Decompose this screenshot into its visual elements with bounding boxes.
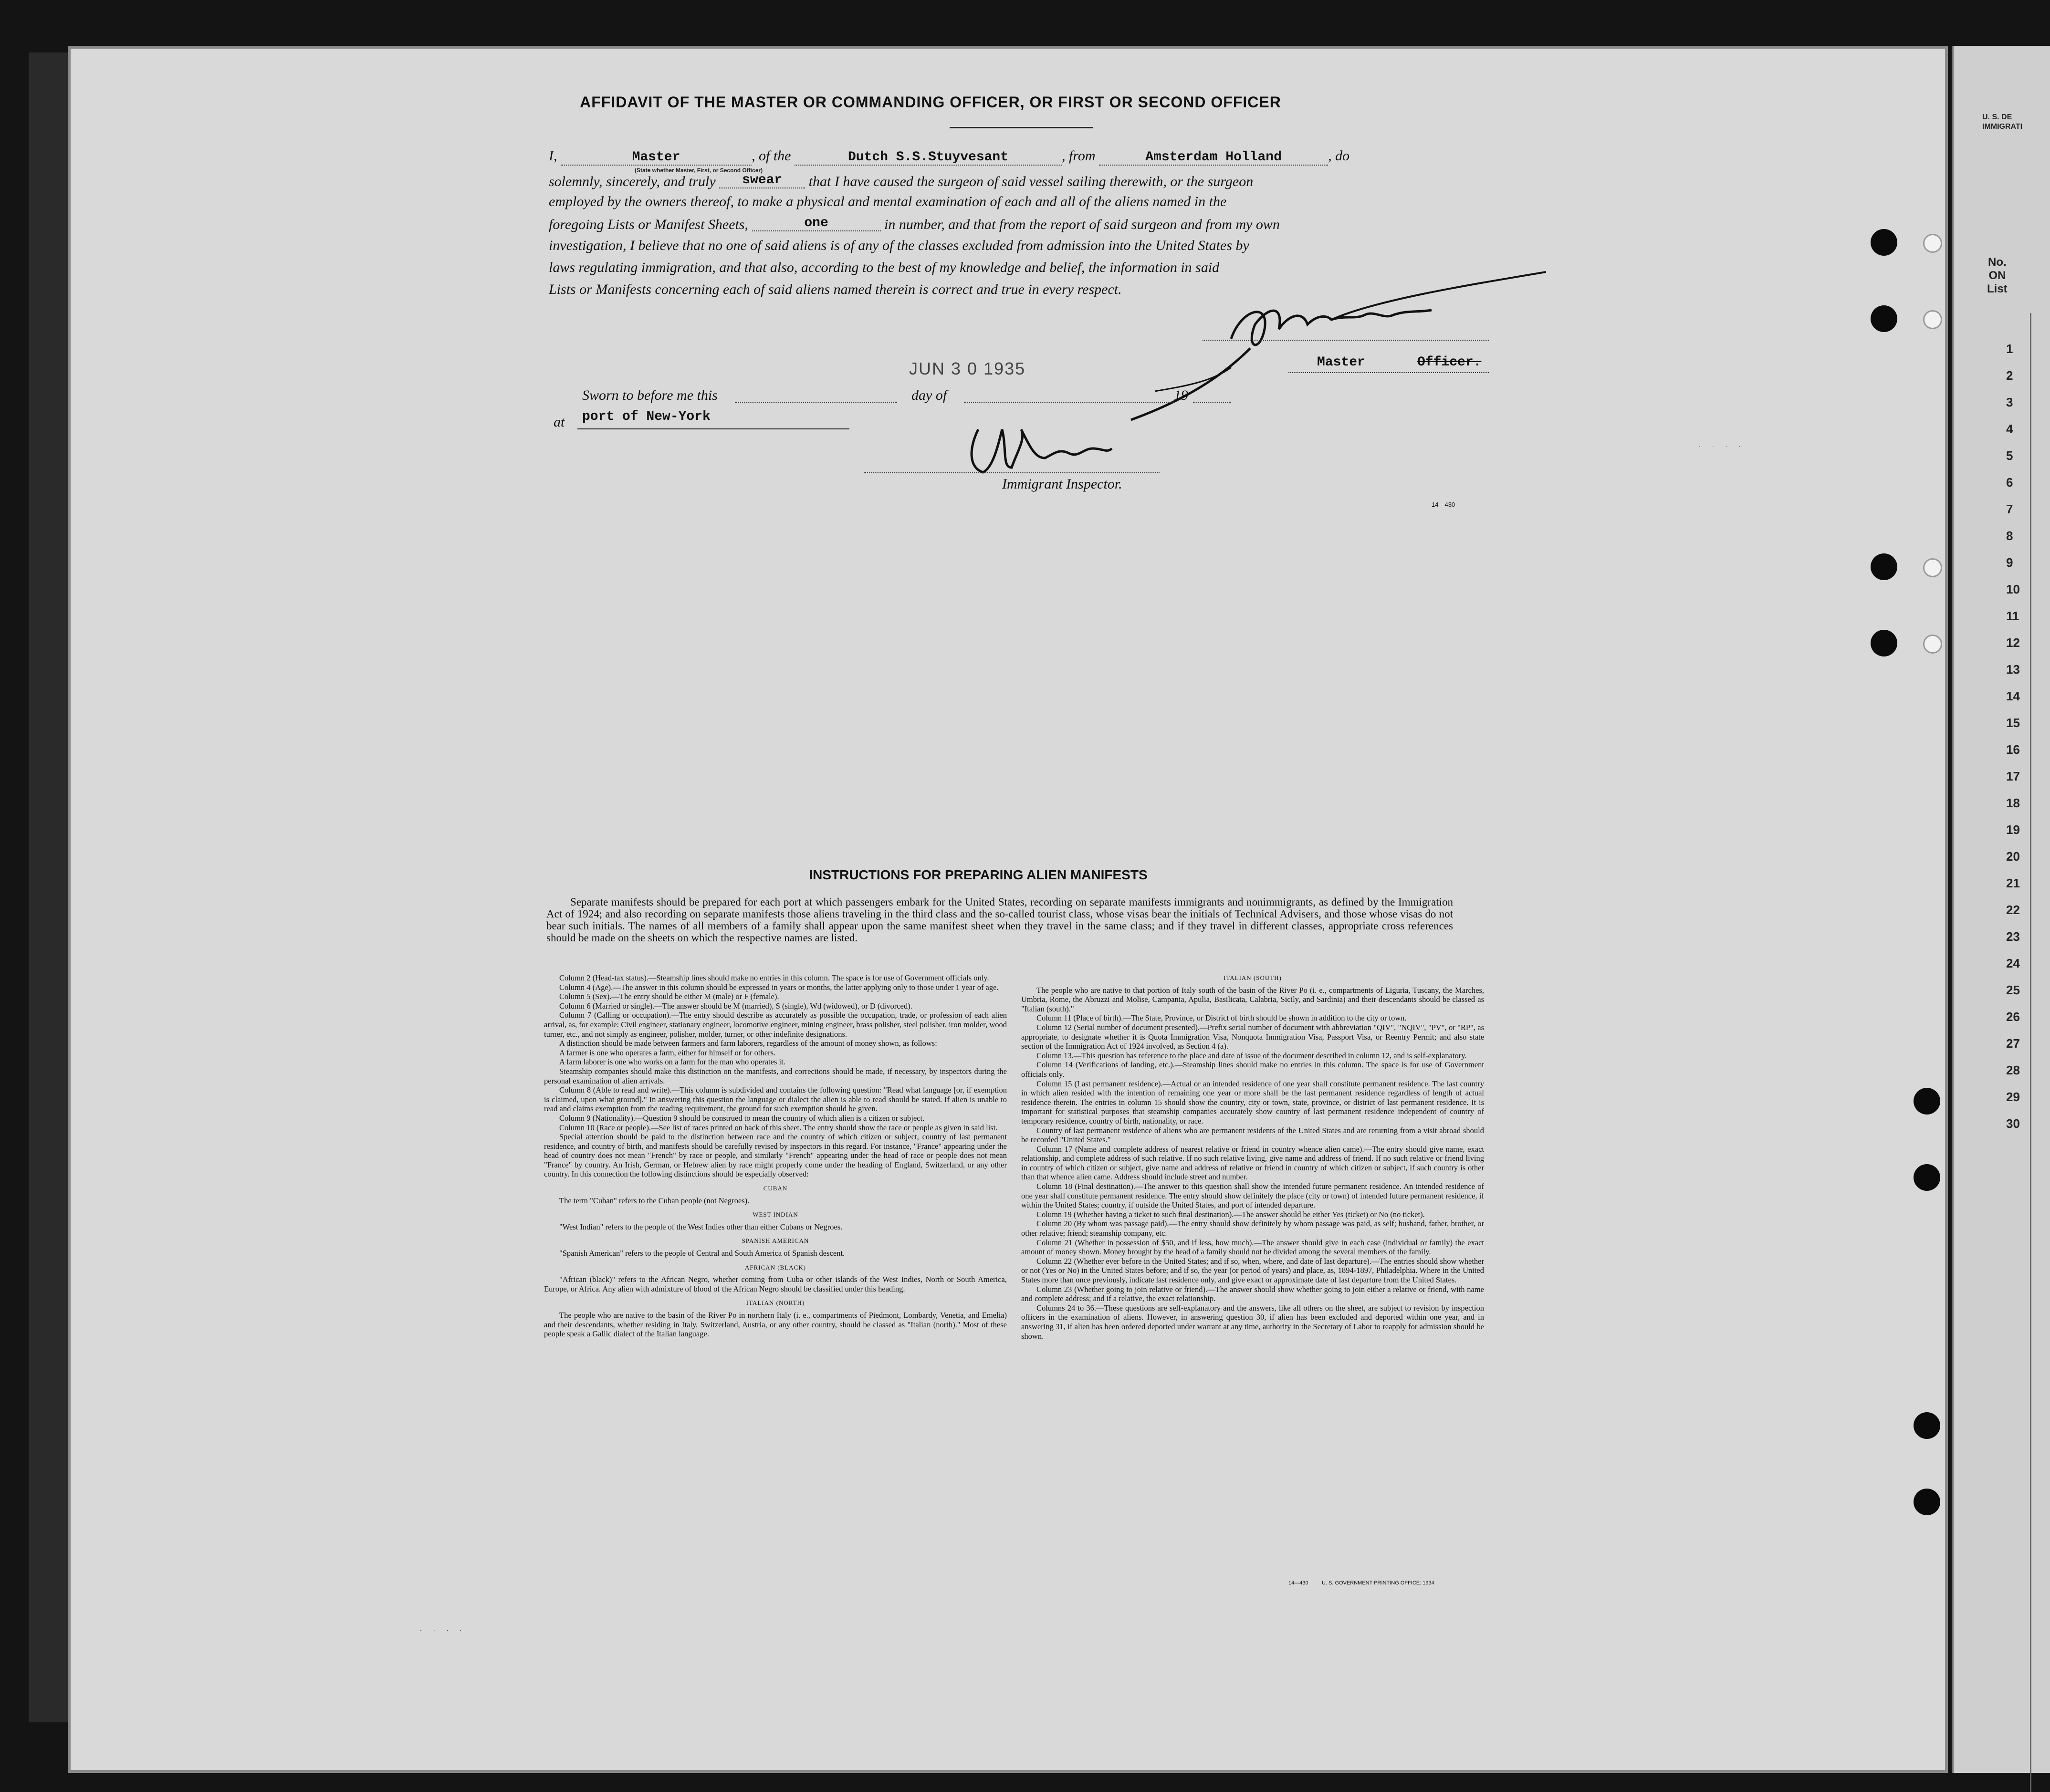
affidavit-line-5: investigation, I believe that no one of said aliens is of any of the classes excluded from admission into the United States by (549, 238, 1249, 253)
binder-hole (1871, 229, 1897, 256)
right-paragraph: Country of last permanent residence of aliens who are permanent residents of the United States and are returning from a visit abroad should be recorded "United States." (1021, 1125, 1484, 1145)
text-i: I, (549, 148, 557, 164)
spanish-american-heading: SPANISH AMERICAN (742, 1237, 809, 1245)
affidavit-line-1 (549, 148, 1484, 166)
instructions-title: INSTRUCTIONS FOR PREPARING ALIEN MANIFESTS (809, 867, 1148, 882)
footer-printer: U. S. GOVERNMENT PRINTING OFFICE: 1934 (1322, 1580, 1434, 1586)
side-row-number: 8 (2006, 529, 2013, 543)
right-paragraph: Column 11 (Place of birth).—The State, Province, or District of birth should be shown in addition to the city or town. (1036, 1013, 1407, 1023)
affidavit-line-2 (549, 173, 1484, 190)
left-paragraph: A farm laborer is one who works on a farm for the man who operates it. (559, 1057, 785, 1067)
text-solemnly: solemnly, sincerely, and truly (549, 174, 716, 189)
signer-title-line (1288, 372, 1489, 373)
instructions-left-column (544, 973, 1007, 1339)
side-column-head: No. ON List (1987, 256, 2008, 295)
instructions-right-column (1021, 973, 1484, 1341)
side-row-number: 16 (2006, 742, 2020, 757)
side-header (1982, 113, 2022, 132)
right-paragraph: Column 22 (Whether ever before in the United States; and if so, when, where, and date of last departure).—The entries should show whether or not (Yes or No) in the United States before; and if so, the year (or period of years) and place, as, 1894-1897, Philadelphia. Where in the United States more than once previously, indicate last residence only, and give exact or approximate date of last departure from the United States. (1021, 1256, 1484, 1284)
sworn-month-line (964, 402, 1174, 403)
left-paragraph: Column 10 (Race or people).—See list of races printed on back of this sheet. The entry should show the race or people as given in said list. (559, 1123, 998, 1132)
side-row-number: 11 (2006, 609, 2019, 623)
right-paragraph: The people who are native to that portion of Italy south of the basin of the River Po (i. e., compartments of Liguria, Tuscany, the Marches, Umbria, Rome, the Abruzzi and Molise, Campania, Apulia, Basilicata, Calabria, Sicily, and Sardinia) and their descendants should be classed as "Italian (south)." (1021, 985, 1484, 1013)
side-row-number: 29 (2006, 1090, 2020, 1104)
left-paragraph: Special attention should be paid to the distinction between race and the country of which citizen or subject, country of last permanent residence, and country of birth, and manifests should be carefully revised by inspectors in this regard. For instance, "France" appearing under the head of country does not mean "French" by race or people, and similarly "French" appearing under the head of race or people does not mean "France" by country. An Irish, German, or Hebrew alien by race might properly come under the heading of England, Switzerland, or any other country. In this connection the following distinctions should be especially observed: (544, 1132, 1007, 1179)
title-underline (950, 127, 1093, 128)
side-column-rule (2030, 313, 2031, 1792)
side-row-number: 25 (2006, 983, 2020, 997)
port-sworn-field: port of New-York (582, 409, 711, 424)
affidavit-title: AFFIDAVIT OF THE MASTER OR COMMANDING OFFICER, OR FIRST OR SECOND OFFICER (580, 94, 1281, 111)
binder-hole (1914, 1489, 1940, 1515)
left-paragraph: A distinction should be made between farmers and farm laborers, regardless of the amount of money shown, as follows: (559, 1039, 937, 1048)
sworn-day-line (735, 402, 897, 403)
left-paragraph: Column 5 (Sex).—The entry should be either M (male) or F (female). (559, 992, 779, 1001)
side-row-number: 12 (2006, 636, 2020, 650)
affidavit-line-4 (549, 216, 1484, 233)
right-paragraph: Column 23 (Whether going to join relative or friend).—The answer should show whether going to join either a relative or friend, with name and complete address; and if a relative, the exact relationship. (1021, 1284, 1484, 1303)
affidavit-line-6: laws regulating immigration, and that also, according to the best of my knowledge and belief, the information in said (549, 260, 1220, 275)
side-row-number: 17 (2006, 769, 2020, 783)
signer-title: Master (1317, 355, 1365, 370)
side-row-number: 2 (2006, 368, 2013, 383)
binder-ring (1923, 635, 1942, 654)
day-of-label: day of (911, 387, 947, 403)
side-row-number: 6 (2006, 475, 2013, 490)
inspector-label: Immigrant Inspector. (1002, 476, 1122, 492)
spanish-american-text: "Spanish American" refers to the people of Central and South America of Spanish descent. (559, 1249, 845, 1258)
side-row-number: 30 (2006, 1116, 2020, 1131)
side-row-number: 13 (2006, 662, 2020, 677)
left-paragraph: Column 6 (Married or single).—The answer should be M (married), S (single), Wd (widowed), or D (divorced). (559, 1001, 912, 1011)
side-row-number: 24 (2006, 956, 2020, 970)
oath-field: swear (719, 173, 805, 188)
left-paragraph: A farmer is one who operates a farm, either for himself or for others. (559, 1048, 776, 1057)
footer-form-number: 14—430 (1288, 1580, 1308, 1586)
side-row-number: 4 (2006, 422, 2013, 436)
adjacent-manifest-sheet (1952, 46, 2050, 1773)
side-header-line2: IMMIGRATI (1982, 123, 2023, 131)
side-row-number: 26 (2006, 1010, 2020, 1024)
left-paragraph: Column 9 (Nationality).—Question 9 should be construed to mean the country of which alien is a citizen or subject. (559, 1113, 925, 1123)
side-row-number: 27 (2006, 1036, 2020, 1051)
signer-title-struck: Officer. (1417, 355, 1482, 370)
left-paragraphs (544, 973, 1007, 1179)
african-heading: AFRICAN (BLACK) (744, 1263, 806, 1271)
side-row-number: 21 (2006, 876, 2020, 890)
right-paragraph: Column 20 (By whom was passage paid).—The entry should show definitely by whom passage was paid, as self; husband, father, brother, or other relative; friend; steamship company, etc. (1021, 1219, 1484, 1238)
at-label: at (554, 414, 565, 430)
side-row-number: 5 (2006, 448, 2013, 463)
west-indian-text: "West Indian" refers to the people of the West Indies other than either Cubans or Negroes. (559, 1222, 843, 1231)
rank-note: (State whether Master, First, or Second Officer) (635, 167, 763, 174)
left-paragraph: Column 8 (Able to read and write).—This column is subdivided and contains the following question: "Read what language [or, if exemption is claimed, upon what ground]." In answering this question the language or dialect the alien is able to read should be stated. If alien is unable to read and claims exemption from the reading requirement, the ground for such exemption should be given. (544, 1085, 1007, 1114)
scan-specks: . . . . (1699, 441, 1746, 448)
italian-north-text: The people who are native to the basin of the River Po in northern Italy (i. e., compartments of Piedmont, Lombardy, Venetia, and Emelia) and their descendants, whether residing in Italy, Switzerland, Austria, or any other country, should be classed as "Italian (north)." Most of these people speak a Gallic dialect of the Italian language. (544, 1311, 1007, 1339)
signature-line (1203, 340, 1489, 341)
port-sworn-line (577, 428, 849, 429)
right-paragraph: Column 15 (Last permanent residence).—Actual or an intended residence of one year shall constitute permanent residence. The last country in which alien resided with the intention of remaining one year or more shall be the last permanent residence regardless of length of actual residence therein. The entries in column 15 should show the country, city or town, state, province, or district of last permanent residence. It is important for statistical purposes that steamship companies accurately show country of last permanent residence independent of country of temporary residence, country of birth, nationality, or race. (1021, 1079, 1484, 1125)
affidavit-form-number: 14—430 (1432, 501, 1455, 508)
side-row-number: 10 (2006, 582, 2020, 596)
text-foregoing: foregoing Lists or Manifest Sheets, (549, 217, 749, 232)
side-row-number: 19 (2006, 823, 2020, 837)
right-paragraph: Column 21 (Whether in possession of $50, and if less, how much).—The answer should give in each case (individual or family) the exact amount of money shown. Money brought by the head of a family should not be divided among the several members of the family. (1021, 1238, 1484, 1257)
binder-hole (1871, 305, 1897, 332)
side-row-number: 23 (2006, 929, 2020, 944)
right-paragraph: Column 12 (Serial number of document presented).—Prefix serial number of document with abbreviation "QIV", "NQIV", "PV", or "RP", as appropriate, to designate whether it is Quota Immigration Visa, Nonquota Immigration Visa, Passport Visa, or Reentry Permit; and also state section of the Immigration Act of 1924 involved, as Section 4 (a). (1021, 1022, 1484, 1051)
binder-ring (1923, 310, 1942, 329)
binding-shadow (29, 52, 68, 1722)
italian-north-heading: ITALIAN (NORTH) (746, 1299, 805, 1307)
text-in-number: in number, and that from the report of said surgeon and from my own (884, 217, 1280, 232)
left-paragraph: Steamship companies should make this distinction on the manifests, and corrections should be made, if necessary, by inspectors during the personal examination of alien arrivals. (544, 1066, 1007, 1085)
cuban-text: The term "Cuban" refers to the Cuban people (not Negroes). (559, 1196, 750, 1205)
master-signature (1126, 267, 1546, 425)
date-stamp: JUN 3 0 1935 (909, 359, 1026, 378)
side-row-number: 3 (2006, 395, 2013, 409)
right-paragraph: Column 17 (Name and complete address of nearest relative or friend in country whence alien came).—The entry should give name, exact relationship, and complete address of such relative. If no such relative living, give name and address of friend. If no such relative or friend living in country of which citizen or subject, give name and address of relative or friend in country of which citizen or subject, if such country is other than that whence alien came. Address should include street and number. (1021, 1144, 1484, 1182)
right-paragraph: Column 19 (Whether having a ticket to such final destination).—The answer should be either Yes (ticket) or No (no ticket). (1036, 1209, 1425, 1219)
binder-hole (1914, 1164, 1940, 1191)
side-row-number: 1 (2006, 342, 2013, 356)
african-text: "African (black)" refers to the African Negro, whether coming from Cuba or other islands of the West Indies, North or South America, Europe, or Africa. Any alien with admixture of blood of the African Negro should be classified under this heading. (544, 1275, 1007, 1293)
side-row-number: 15 (2006, 716, 2020, 730)
sworn-label: Sworn to before me this (582, 387, 718, 403)
port-from-field: Amsterdam Holland (1099, 150, 1328, 166)
right-paragraph: Columns 24 to 36.—These questions are self-explanatory and the answers, like all others on the sheet, are subject to revision by inspection officers in the examination of aliens. However, in answering question 30, if alien has been excluded and deported within one year, and in answering 31, if alien has been ordered deported under warrant at any time, authority in the Secretary of Labor to reapply for admission should be shown. (1021, 1303, 1484, 1341)
binder-ring (1923, 234, 1942, 253)
left-paragraph: Column 2 (Head-tax status).—Steamship lines should make no entries in this column. The space is for use of Government officials only. (559, 973, 989, 982)
affidavit-line-3: employed by the owners thereof, to make a physical and mental examination of each and all of the aliens named in the (549, 194, 1227, 209)
right-paragraphs (1021, 986, 1484, 1341)
binder-hole (1871, 553, 1897, 580)
side-row-number: 9 (2006, 555, 2013, 570)
side-row-number: 18 (2006, 796, 2020, 810)
side-row-number: 20 (2006, 849, 2020, 864)
side-row-number: 7 (2006, 502, 2013, 516)
binder-hole (1914, 1412, 1940, 1439)
text-from: , from (1062, 148, 1096, 164)
inspector-line (864, 472, 1160, 473)
side-header-line1: U. S. DE (1982, 113, 2012, 121)
sheet-count-field: one (752, 216, 881, 231)
italian-south-heading: ITALIAN (SOUTH) (1224, 974, 1282, 981)
text-of-the: , of the (752, 148, 791, 164)
left-paragraph: Column 7 (Calling or occupation).—The entry should describe as accurately as possible the occupation, trade, or profession of each alien arrival, as, for example: Civil engineer, stationary engineer, locomotive engineer, mining engineer, brass polisher, steel polisher, iron molder, wood turner, etc., and not simply as engineer, polisher, molder, turner, or other indefinite designations. (544, 1011, 1007, 1039)
left-paragraph: Column 4 (Age).—The answer in this column should be expressed in years or months, the latter applying only to those under 1 year of age. (559, 982, 999, 992)
binder-hole (1871, 630, 1897, 656)
right-paragraph: Column 13.—This question has reference to the place and date of issue of the document described in column 12, and is self-explanatory. (1036, 1051, 1467, 1060)
west-indian-heading: WEST INDIAN (753, 1211, 798, 1219)
sworn-year-line (1193, 402, 1231, 403)
right-paragraph: Column 18 (Final destination).—The answer to this question shall show the intended future permanent residence. An intended residence of one year shall constitute permanent residence. The entry should show definitely the place (city or town) of intended future permanent residence, if within the United States; country, if outside the United States, and port of intended departure. (1021, 1182, 1484, 1210)
text-do: , do (1328, 148, 1350, 164)
text-caused-surgeon: that I have caused the surgeon of said vessel sailing therewith, or the surgeon (808, 174, 1254, 189)
side-row-number: 28 (2006, 1063, 2020, 1077)
right-paragraph: Column 14 (Verifications of landing, etc.).—Steamship lines should make no entries in this column. The space is for use of Government officials only. (1021, 1060, 1484, 1079)
year-prefix: 19 (1174, 387, 1188, 403)
rank-field: Master (561, 150, 752, 166)
cuban-heading: CUBAN (763, 1185, 788, 1192)
vessel-field: Dutch S.S.Stuyvesant (795, 150, 1062, 166)
scan-specks: . . . . (420, 1625, 467, 1632)
instructions-intro: Separate manifests should be prepared for each port at which passengers embark for the United States, recording on separate manifests immigrants and nonimmigrants, as defined by the Immigration Act of 1924; and also recording on separate manifests those aliens traveling in the third class and the so-called tourist class, whose visas bear the initials of Technical Advisers, and those whose visas do not bear such initials. The names of all members of a family shall appear upon the same manifest sheet when they travel in the same class; and if they travel in different classes, appropriate cross references should be made on the sheets on which the respective names are listed. (546, 896, 1453, 944)
binder-ring (1923, 558, 1942, 577)
side-row-number: 22 (2006, 903, 2020, 917)
binder-hole (1914, 1088, 1940, 1115)
side-row-number: 14 (2006, 689, 2020, 703)
affidavit-line-7: Lists or Manifests concerning each of said aliens named therein is correct and true in every respect. (549, 281, 1122, 297)
